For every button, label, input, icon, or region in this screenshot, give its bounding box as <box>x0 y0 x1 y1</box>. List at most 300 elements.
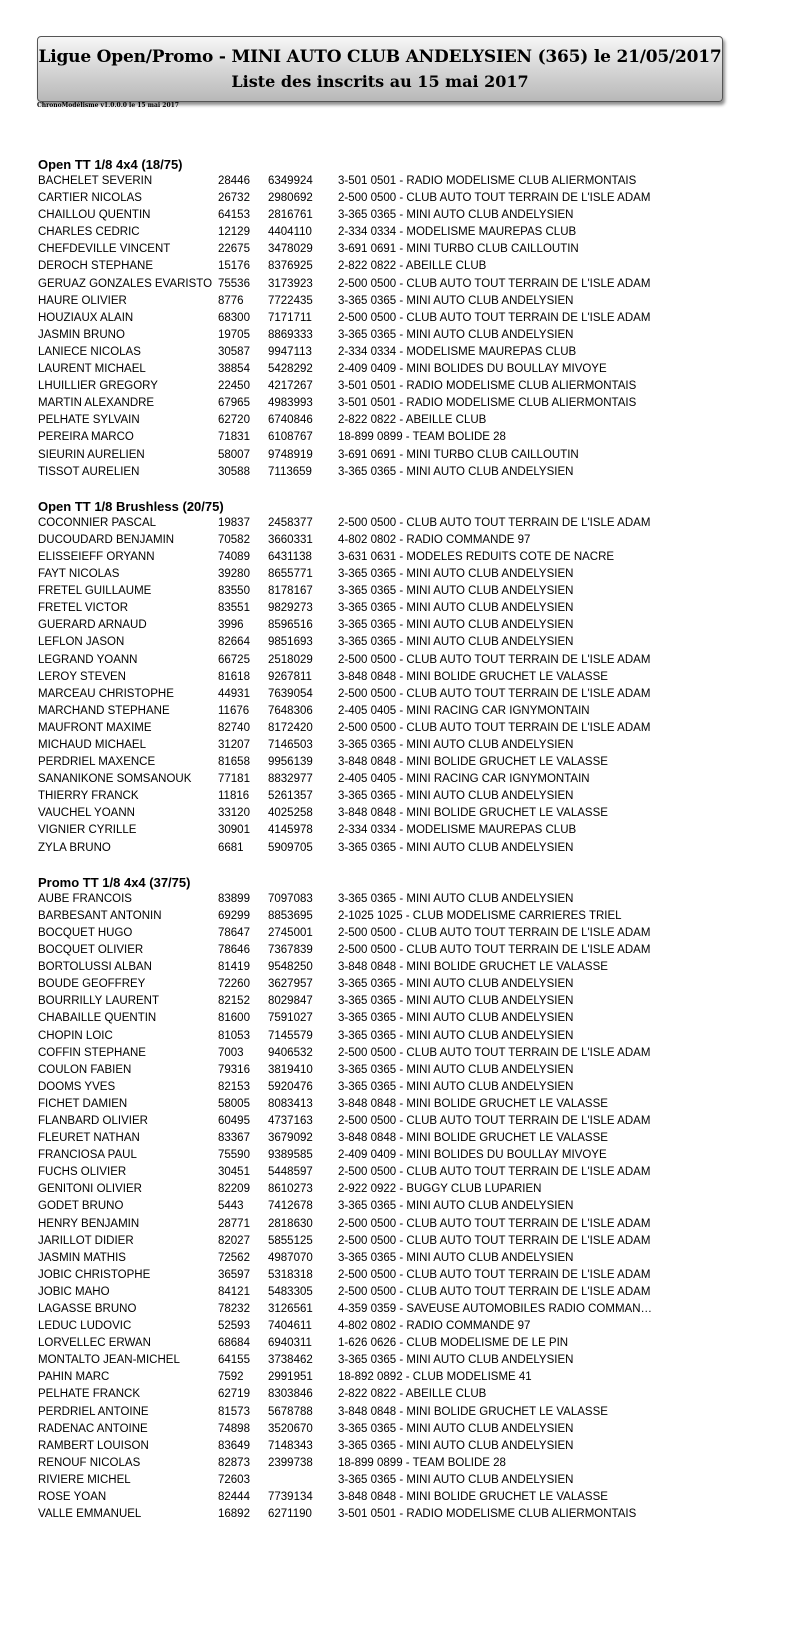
club-name: 2-334 0334 - MODELISME MAUREPAS CLUB <box>338 345 577 358</box>
driver-name: ROSE YOAN <box>38 1491 107 1504</box>
table-row <box>38 207 758 224</box>
driver-name: LHUILLIER GREGORY <box>38 380 158 393</box>
club-name: 3-848 0848 - MINI BOLIDE GRUCHET LE VALASSE <box>338 1405 608 1418</box>
license-number: 83367 <box>218 1132 250 1145</box>
driver-name: ELISSEIEFF ORYANN <box>38 550 155 563</box>
transponder-number: 2980692 <box>268 192 313 205</box>
table-row <box>38 788 758 805</box>
club-name: 2-822 0822 - ABEILLE CLUB <box>338 260 487 273</box>
driver-name: FICHET DAMIEN <box>38 1097 128 1110</box>
club-name: 3-848 0848 - MINI BOLIDE GRUCHET LE VALASSE <box>338 961 608 974</box>
driver-name: CARTIER NICOLAS <box>38 192 142 205</box>
section-spacer <box>38 857 758 874</box>
license-number: 38854 <box>218 363 250 376</box>
driver-name: BACHELET SEVERIN <box>38 175 153 187</box>
transponder-number: 9748919 <box>268 448 313 461</box>
transponder-number: 7146503 <box>268 739 313 751</box>
transponder-number: 8029847 <box>268 995 313 1008</box>
driver-name: SIEURIN AURELIEN <box>38 448 145 461</box>
transponder-number: 7148343 <box>268 1439 313 1452</box>
transponder-number: 8083413 <box>268 1097 313 1110</box>
driver-name: FRANCIOSA PAUL <box>38 1149 137 1162</box>
driver-name: DUCOUDARD BENJAMIN <box>38 533 175 546</box>
license-number: 81053 <box>218 1029 250 1042</box>
license-number: 83649 <box>218 1439 250 1452</box>
table-row <box>38 1045 758 1062</box>
license-number: 77181 <box>218 773 250 786</box>
transponder-number: 7648306 <box>268 704 313 717</box>
driver-name: FLANBARD OLIVIER <box>38 1114 148 1127</box>
table-row <box>38 1267 758 1284</box>
driver-name: RAMBERT LOUISON <box>38 1439 149 1452</box>
driver-name: VALLE EMMANUEL <box>38 1508 142 1521</box>
club-name: 3-501 0501 - RADIO MODELISME CLUB ALIERMONTAIS <box>338 397 637 410</box>
transponder-number: 4987070 <box>268 1251 313 1264</box>
license-number: 36597 <box>218 1268 250 1281</box>
license-number: 82209 <box>218 1183 250 1196</box>
driver-name: CHEFDEVILLE VINCENT <box>38 243 171 256</box>
license-number: 74089 <box>218 550 250 563</box>
table-row <box>38 1147 758 1164</box>
license-number: 58007 <box>218 448 250 461</box>
table-row <box>38 822 758 839</box>
license-number: 82740 <box>218 721 250 734</box>
license-number: 16892 <box>218 1508 250 1521</box>
license-number: 15176 <box>218 260 250 273</box>
club-name: 3-365 0365 - MINI AUTO CLUB ANDELYSIEN <box>338 294 574 307</box>
club-name: 3-365 0365 - MINI AUTO CLUB ANDELYSIEN <box>338 892 574 905</box>
driver-name: LEFLON JASON <box>38 636 125 649</box>
driver-name: LEGRAND YOANN <box>38 653 138 666</box>
table-row <box>38 754 758 771</box>
driver-name: LANIECE NICOLAS <box>38 345 141 358</box>
driver-name: ZYLA BRUNO <box>38 841 111 854</box>
transponder-number: 9829273 <box>268 602 313 615</box>
table-row <box>38 703 758 720</box>
table-row <box>38 1233 758 1250</box>
table-row <box>38 1404 758 1421</box>
table-row <box>38 669 758 686</box>
license-number: 72562 <box>218 1251 250 1264</box>
license-number: 81658 <box>218 756 250 769</box>
club-name: 3-365 0365 - MINI AUTO CLUB ANDELYSIEN <box>338 1422 574 1435</box>
driver-name: RADENAC ANTOINE <box>38 1422 148 1435</box>
driver-name: COULON FABIEN <box>38 1063 132 1076</box>
transponder-number: 3660331 <box>268 533 313 546</box>
driver-name: LAURENT MICHAEL <box>38 363 146 376</box>
club-name: 2-500 0500 - CLUB AUTO TOUT TERRAIN DE L'ISLE ADAM <box>338 1285 651 1298</box>
transponder-number: 5678788 <box>268 1405 313 1418</box>
license-number: 75590 <box>218 1149 250 1162</box>
driver-name: LEROY STEVEN <box>38 670 126 683</box>
table-row <box>38 1130 758 1147</box>
license-number: 22450 <box>218 380 250 393</box>
license-number: 33120 <box>218 807 250 820</box>
table-row <box>38 925 758 942</box>
club-name: 2-500 0500 - CLUB AUTO TOUT TERRAIN DE L'ISLE ADAM <box>338 1166 651 1179</box>
transponder-number: 8655771 <box>268 568 313 581</box>
club-name: 2-500 0500 - CLUB AUTO TOUT TERRAIN DE L'ISLE ADAM <box>338 1234 651 1247</box>
table-row <box>38 1472 758 1489</box>
transponder-number: 7404611 <box>268 1320 312 1333</box>
license-number: 7592 <box>218 1371 244 1384</box>
transponder-number: 3738462 <box>268 1354 313 1367</box>
transponder-number: 7591027 <box>268 1012 313 1025</box>
club-name: 1-626 0626 - CLUB MODELISME DE LE PIN <box>338 1337 569 1350</box>
club-name: 3-365 0365 - MINI AUTO CLUB ANDELYSIEN <box>338 841 574 854</box>
driver-name: MICHAUD MICHAEL <box>38 739 146 751</box>
table-row <box>38 805 758 822</box>
table-row <box>38 361 758 378</box>
transponder-number: 2745001 <box>268 926 313 939</box>
table-row <box>38 686 758 703</box>
license-number: 30901 <box>218 824 250 837</box>
license-number: 8776 <box>218 294 244 307</box>
license-number: 83899 <box>218 892 250 905</box>
table-row <box>38 1506 758 1523</box>
driver-name: LEDUC LUDOVIC <box>38 1320 132 1333</box>
license-number: 79316 <box>218 1063 250 1076</box>
table-row <box>38 942 758 959</box>
club-name: 3-365 0365 - MINI AUTO CLUB ANDELYSIEN <box>338 636 574 649</box>
driver-name: VAUCHEL YOANN <box>38 807 135 820</box>
club-name: 3-365 0365 - MINI AUTO CLUB ANDELYSIEN <box>338 568 574 581</box>
registrants-list <box>38 156 758 1523</box>
transponder-number: 6940311 <box>268 1337 312 1350</box>
transponder-number: 6349924 <box>268 175 313 187</box>
transponder-number: 7639054 <box>268 687 313 700</box>
driver-name: GODET BRUNO <box>38 1200 124 1213</box>
table-row <box>38 1198 758 1215</box>
license-number: 71831 <box>218 431 250 444</box>
club-name: 3-365 0365 - MINI AUTO CLUB ANDELYSIEN <box>338 995 574 1008</box>
driver-name: PERDRIEL MAXENCE <box>38 756 156 769</box>
driver-name: CHABAILLE QUENTIN <box>38 1012 157 1025</box>
table-row <box>38 771 758 788</box>
club-name: 3-691 0691 - MINI TURBO CLUB CAILLOUTIN <box>338 243 579 256</box>
club-name: 2-500 0500 - CLUB AUTO TOUT TERRAIN DE L'ISLE ADAM <box>338 926 651 939</box>
table-row <box>38 1318 758 1335</box>
license-number: 78647 <box>218 926 250 939</box>
club-name: 3-848 0848 - MINI BOLIDE GRUCHET LE VALASSE <box>338 670 608 683</box>
table-row <box>38 1438 758 1455</box>
transponder-number: 3173923 <box>268 277 313 290</box>
driver-name: PERDRIEL ANTOINE <box>38 1405 149 1418</box>
table-row <box>38 600 758 617</box>
license-number: 84121 <box>218 1285 250 1298</box>
driver-name: SANANIKONE SOMSANOUK <box>38 773 192 786</box>
club-name: 18-892 0892 - CLUB MODELISME 41 <box>338 1371 532 1384</box>
driver-name: CHAILLOU QUENTIN <box>38 209 151 222</box>
driver-name: HAURE OLIVIER <box>38 294 127 307</box>
driver-name: COCONNIER PASCAL <box>38 516 157 529</box>
table-row <box>38 549 758 566</box>
driver-name: LORVELLEC ERWAN <box>38 1337 151 1350</box>
section-title: Open TT 1/8 4x4 (18/75) <box>38 157 183 172</box>
license-number: 30587 <box>218 345 250 358</box>
club-name: 3-365 0365 - MINI AUTO CLUB ANDELYSIEN <box>338 1080 574 1093</box>
table-row <box>38 173 758 190</box>
table-row <box>38 190 758 207</box>
transponder-number: 2991951 <box>268 1371 313 1384</box>
transponder-number: 5855125 <box>268 1234 313 1247</box>
driver-name: BOURRILLY LAURENT <box>38 995 159 1008</box>
table-row <box>38 1335 758 1352</box>
driver-name: JOBIC CHRISTOPHE <box>38 1268 151 1281</box>
transponder-number: 5909705 <box>268 841 313 854</box>
transponder-number: 9267811 <box>268 670 312 683</box>
license-number: 19837 <box>218 516 250 529</box>
transponder-number: 8376925 <box>268 260 313 273</box>
license-number: 82152 <box>218 995 250 1008</box>
license-number: 83551 <box>218 602 250 615</box>
transponder-number: 5483305 <box>268 1285 313 1298</box>
transponder-number: 5318318 <box>268 1268 313 1281</box>
club-name: 3-631 0631 - MODELES REDUITS COTE DE NACRE <box>338 550 615 563</box>
table-row <box>38 1079 758 1096</box>
transponder-number: 7367839 <box>268 944 313 957</box>
transponder-number: 8610273 <box>268 1183 313 1196</box>
license-number: 22675 <box>218 243 250 256</box>
section-title: Promo TT 1/8 4x4 (37/75) <box>38 874 191 890</box>
club-name: 3-501 0501 - RADIO MODELISME CLUB ALIERMONTAIS <box>338 175 637 187</box>
driver-name: MARCEAU CHRISTOPHE <box>38 687 174 700</box>
section-title: Open TT 1/8 Brushless (20/75) <box>38 498 224 514</box>
version-note: ChronoModélisme v1.0.0.0 le 15 mai 2017 <box>37 102 179 109</box>
license-number: 5443 <box>218 1200 244 1213</box>
license-number: 70582 <box>218 533 250 546</box>
table-row <box>38 344 758 361</box>
club-name: 2-405 0405 - MINI RACING CAR IGNYMONTAIN <box>338 704 590 717</box>
driver-name: JASMIN MATHIS <box>38 1251 126 1264</box>
table-row <box>38 447 758 464</box>
transponder-number: 9947113 <box>268 345 312 358</box>
table-row <box>38 532 758 549</box>
club-name: 3-365 0365 - MINI AUTO CLUB ANDELYSIEN <box>338 619 574 632</box>
table-row <box>38 652 758 669</box>
transponder-number: 4737163 <box>268 1114 313 1127</box>
driver-name: MARTIN ALEXANDRE <box>38 397 155 410</box>
driver-name: BOCQUET OLIVIER <box>38 944 144 957</box>
transponder-number: 2518029 <box>268 653 313 666</box>
club-name: 3-365 0365 - MINI AUTO CLUB ANDELYSIEN <box>338 1251 574 1264</box>
table-row <box>38 1062 758 1079</box>
table-row <box>38 395 758 412</box>
table-row <box>38 976 758 993</box>
driver-name: PELHATE SYLVAIN <box>38 414 140 427</box>
driver-name: MONTALTO JEAN-MICHEL <box>38 1354 180 1367</box>
table-row <box>38 1455 758 1472</box>
license-number: 78646 <box>218 944 250 957</box>
table-row <box>38 1301 758 1318</box>
license-number: 26732 <box>218 192 250 205</box>
driver-name: BARBESANT ANTONIN <box>38 909 162 922</box>
club-name: 2-1025 1025 - CLUB MODELISME CARRIERES TRIEL <box>338 909 622 922</box>
transponder-number: 3478029 <box>268 243 313 256</box>
club-name: 3-365 0365 - MINI AUTO CLUB ANDELYSIEN <box>338 1354 574 1367</box>
transponder-number: 7722435 <box>268 294 313 307</box>
driver-name: RENOUF NICOLAS <box>38 1456 141 1469</box>
transponder-number: 8869333 <box>268 328 313 341</box>
club-name: 2-409 0409 - MINI BOLIDES DU BOULLAY MIVOYE <box>338 363 607 376</box>
table-row <box>38 276 758 293</box>
license-number: 66725 <box>218 653 250 666</box>
driver-name: CHARLES CEDRIC <box>38 226 140 239</box>
table-row <box>38 1352 758 1369</box>
transponder-number: 7145579 <box>268 1029 313 1042</box>
club-name: 2-500 0500 - CLUB AUTO TOUT TERRAIN DE L'ISLE ADAM <box>338 944 651 957</box>
transponder-number: 8832977 <box>268 773 313 786</box>
license-number: 19705 <box>218 328 250 341</box>
driver-name: BORTOLUSSI ALBAN <box>38 961 152 974</box>
section-spacer <box>38 481 758 498</box>
driver-name: FRETEL VICTOR <box>38 602 129 615</box>
driver-name: LAGASSE BRUNO <box>38 1303 137 1315</box>
license-number: 52593 <box>218 1320 250 1333</box>
club-name: 2-500 0500 - CLUB AUTO TOUT TERRAIN DE L'ISLE ADAM <box>338 277 651 290</box>
table-row <box>38 224 758 241</box>
club-name: 3-365 0365 - MINI AUTO CLUB ANDELYSIEN <box>338 1063 574 1076</box>
club-name: 2-500 0500 - CLUB AUTO TOUT TERRAIN DE L'ISLE ADAM <box>338 1217 651 1230</box>
license-number: 67965 <box>218 397 250 410</box>
transponder-number: 7739134 <box>268 1491 313 1504</box>
table-row <box>38 993 758 1010</box>
transponder-number: 8172420 <box>268 721 313 734</box>
club-name: 3-848 0848 - MINI BOLIDE GRUCHET LE VALASSE <box>338 1491 608 1504</box>
table-row <box>38 1489 758 1506</box>
driver-name: RIVIERE MICHEL <box>38 1473 131 1486</box>
license-number: 81419 <box>218 961 250 974</box>
transponder-number: 6108767 <box>268 431 313 444</box>
driver-name: COFFIN STEPHANE <box>38 1046 146 1059</box>
license-number: 60495 <box>218 1114 250 1127</box>
table-row <box>38 241 758 258</box>
transponder-number: 4983993 <box>268 397 313 410</box>
club-name: 3-848 0848 - MINI BOLIDE GRUCHET LE VALASSE <box>338 1132 608 1145</box>
transponder-number: 3126561 <box>268 1303 313 1315</box>
club-name: 3-365 0365 - MINI AUTO CLUB ANDELYSIEN <box>338 739 574 751</box>
transponder-number: 2818630 <box>268 1217 313 1230</box>
club-name: 3-848 0848 - MINI BOLIDE GRUCHET LE VALASSE <box>338 756 608 769</box>
license-number: 11816 <box>218 790 250 803</box>
license-number: 44931 <box>218 687 250 700</box>
club-name: 3-365 0365 - MINI AUTO CLUB ANDELYSIEN <box>338 1473 574 1486</box>
driver-name: MAUFRONT MAXIME <box>38 721 152 734</box>
license-number: 81618 <box>218 670 250 683</box>
club-name: 18-899 0899 - TEAM BOLIDE 28 <box>338 1456 506 1469</box>
club-name: 2-500 0500 - CLUB AUTO TOUT TERRAIN DE L'ISLE ADAM <box>338 1046 651 1059</box>
license-number: 82027 <box>218 1234 250 1247</box>
club-name: 3-365 0365 - MINI AUTO CLUB ANDELYSIEN <box>338 585 574 598</box>
table-row <box>38 617 758 634</box>
table-row <box>38 737 758 754</box>
table-row <box>38 1113 758 1130</box>
driver-name: GERUAZ GONZALES EVARISTO <box>38 277 213 290</box>
license-number: 28446 <box>218 175 250 187</box>
license-number: 81600 <box>218 1012 250 1025</box>
license-number: 82444 <box>218 1491 250 1504</box>
license-number: 69299 <box>218 909 250 922</box>
transponder-number: 4217267 <box>268 380 313 393</box>
license-number: 30588 <box>218 465 250 478</box>
license-number: 75536 <box>218 277 250 290</box>
driver-name: PEREIRA MARCO <box>38 431 134 444</box>
transponder-number: 5448597 <box>268 1166 313 1179</box>
table-row <box>38 429 758 446</box>
table-row <box>38 1164 758 1181</box>
club-name: 3-365 0365 - MINI AUTO CLUB ANDELYSIEN <box>338 978 574 991</box>
driver-name: FRETEL GUILLAUME <box>38 585 152 598</box>
transponder-number: 9548250 <box>268 961 313 974</box>
transponder-number: 7171711 <box>268 311 312 324</box>
club-name: 2-822 0822 - ABEILLE CLUB <box>338 414 487 427</box>
club-name: 2-500 0500 - CLUB AUTO TOUT TERRAIN DE L'ISLE ADAM <box>338 192 651 205</box>
license-number: 31207 <box>218 739 250 751</box>
license-number: 68300 <box>218 311 250 324</box>
driver-name: CHOPIN LOIC <box>38 1029 113 1042</box>
club-name: 3-848 0848 - MINI BOLIDE GRUCHET LE VALASSE <box>338 1097 608 1110</box>
table-row <box>38 720 758 737</box>
driver-name: THIERRY FRANCK <box>38 790 139 803</box>
driver-name: FLEURET NATHAN <box>38 1132 140 1145</box>
transponder-number: 6431138 <box>268 550 312 563</box>
license-number: 83550 <box>218 585 250 598</box>
club-name: 2-500 0500 - CLUB AUTO TOUT TERRAIN DE L'ISLE ADAM <box>338 721 651 734</box>
driver-name: AUBE FRANCOIS <box>38 892 132 905</box>
club-name: 2-822 0822 - ABEILLE CLUB <box>338 1388 487 1401</box>
transponder-number: 5428292 <box>268 363 313 376</box>
table-row <box>38 310 758 327</box>
transponder-number: 9956139 <box>268 756 313 769</box>
club-name: 2-405 0405 - MINI RACING CAR IGNYMONTAIN <box>338 773 590 786</box>
transponder-number: 4025258 <box>268 807 313 820</box>
table-row <box>38 1421 758 1438</box>
club-name: 3-501 0501 - RADIO MODELISME CLUB ALIERMONTAIS <box>338 1508 637 1521</box>
club-name: 3-365 0365 - MINI AUTO CLUB ANDELYSIEN <box>338 1439 574 1452</box>
transponder-number: 3520670 <box>268 1422 313 1435</box>
page-title: Ligue Open/Promo - MINI AUTO CLUB ANDELYSIEN (365) le 21/05/2017 <box>38 47 722 67</box>
license-number: 72260 <box>218 978 250 991</box>
transponder-number: 3679092 <box>268 1132 313 1145</box>
table-row <box>38 959 758 976</box>
table-row <box>38 1010 758 1027</box>
license-number: 39280 <box>218 568 250 581</box>
driver-name: VIGNIER CYRILLE <box>38 824 137 837</box>
license-number: 64153 <box>218 209 250 222</box>
club-name: 4-359 0359 - SAVEUSE AUTOMOBILES RADIO COMMAND... <box>338 1303 658 1315</box>
table-row <box>38 908 758 925</box>
license-number: 72603 <box>218 1473 250 1486</box>
transponder-number: 4145978 <box>268 824 313 837</box>
club-name: 2-334 0334 - MODELISME MAUREPAS CLUB <box>338 226 577 239</box>
transponder-number: 8178167 <box>268 585 313 598</box>
license-number: 6681 <box>218 841 244 854</box>
driver-name: JARILLOT DIDIER <box>38 1234 134 1247</box>
club-name: 3-365 0365 - MINI AUTO CLUB ANDELYSIEN <box>338 790 574 803</box>
table-row <box>38 1250 758 1267</box>
license-number: 28771 <box>218 1217 250 1230</box>
transponder-number: 8303846 <box>268 1388 313 1401</box>
driver-name: MARCHAND STEPHANE <box>38 704 170 717</box>
transponder-number: 2816761 <box>268 209 313 222</box>
club-name: 2-922 0922 - BUGGY CLUB LUPARIEN <box>338 1183 542 1196</box>
driver-name: JASMIN BRUNO <box>38 328 125 341</box>
table-row <box>38 583 758 600</box>
license-number: 81573 <box>218 1405 250 1418</box>
club-name: 3-365 0365 - MINI AUTO CLUB ANDELYSIEN <box>338 1200 574 1213</box>
transponder-number: 8596516 <box>268 619 313 632</box>
club-name: 2-500 0500 - CLUB AUTO TOUT TERRAIN DE L'ISLE ADAM <box>338 687 651 700</box>
